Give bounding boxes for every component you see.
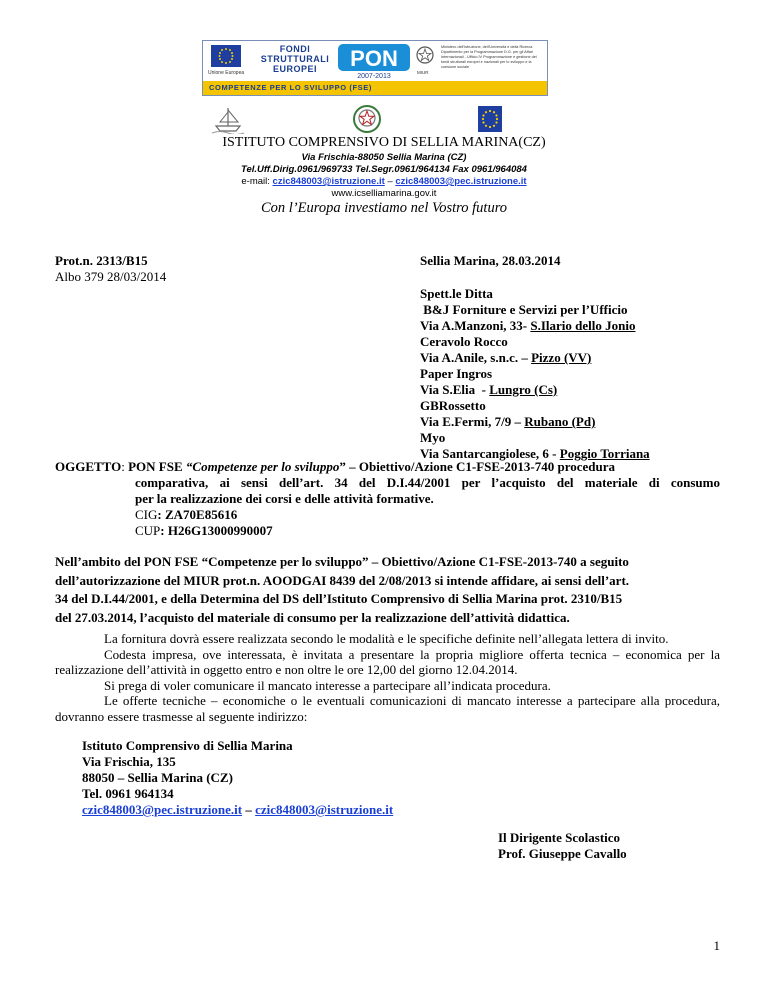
subject-programme: “Competenze per lo sviluppo xyxy=(185,459,340,474)
banner-strip: COMPETENZE PER LO SVILUPPO (FSE) xyxy=(203,81,547,95)
eu-flag-icon xyxy=(478,106,502,132)
intro-paragraph xyxy=(55,553,720,627)
header-phones: Tel.Uff.Dirig.0961/969733 Tel.Segr.0961/964134 Fax 0961/964084 xyxy=(241,164,527,175)
address-email-separator: – xyxy=(242,802,256,817)
body-paragraphs xyxy=(55,631,720,724)
email-prefix: e-mail: xyxy=(241,176,273,187)
signature-name: Prof. Giuseppe Cavallo xyxy=(498,846,627,861)
subject-line-1 xyxy=(55,459,720,475)
pon-banner xyxy=(202,40,548,96)
italian-emblem-icon xyxy=(415,45,435,67)
recipients-block xyxy=(420,285,650,462)
address-email-link-1[interactable]: czic848003@pec.istruzione.it xyxy=(82,802,243,817)
header-website: www.icselliamarina.gov.it xyxy=(331,188,437,199)
header-email-line xyxy=(0,176,768,188)
subject-pon: PON FSE xyxy=(128,459,186,474)
address-city: 88050 – Sellia Marina (CZ) xyxy=(82,770,233,785)
fondi-line-2: STRUTTURALI xyxy=(260,54,330,64)
address-tel: Tel. 0961 964134 xyxy=(82,786,174,801)
email-link-2[interactable]: czic848003@pec.istruzione.it xyxy=(395,176,527,187)
recipient-1-city: S.Ilario dello Jonio xyxy=(530,318,636,333)
cig-label: CIG xyxy=(135,507,158,522)
eu-flag-icon xyxy=(211,45,241,67)
fondi-line-3: EUROPEI xyxy=(272,64,317,74)
subject-cup xyxy=(135,523,720,539)
fondi-line-1: FONDI xyxy=(279,44,311,54)
protocol-number: Prot.n. 2313/B15 xyxy=(55,253,148,268)
eu-label: Unione Europea xyxy=(208,70,245,76)
subject-label: OGGETTO xyxy=(55,459,122,474)
recipient-1-address xyxy=(420,318,650,334)
intro-line-1: Nell’ambito del PON FSE “Competenze per lo sviluppo” – Obiettivo/Azione C1-FSE-2013-740 a seguito xyxy=(55,554,629,569)
recipient-1-street: Via A.Manzoni, 33- xyxy=(420,318,531,333)
subject-colon: : xyxy=(121,459,129,474)
address-name: Istituto Comprensivo di Sellia Marina xyxy=(82,738,293,753)
cup-label: CUP xyxy=(135,523,161,538)
recipient-4-address xyxy=(420,414,650,430)
subject-continuation xyxy=(55,475,720,539)
recipient-2-street: Via A.Anile, s.n.c. – xyxy=(420,350,532,365)
cup-value: : H26G13000990007 xyxy=(160,523,273,538)
body-paragraph-1: La fornitura dovrà essere realizzata secondo le modalità e le specifiche definite nell’allegata lettera di invito. xyxy=(104,631,669,646)
header-contacts xyxy=(0,152,768,200)
italian-republic-emblem-icon xyxy=(352,104,382,134)
header-address: Via Frischia-88050 Sellia Marina (CZ) xyxy=(301,152,467,163)
cig-value: : ZA70E85616 xyxy=(157,507,238,522)
intro-line-4: del 27.03.2014, l’acquisto del materiale di consumo per la realizzazione dell’attività didattica. xyxy=(55,609,570,625)
recipient-2-address xyxy=(420,350,650,366)
subject-line-3: per la realizzazione dei corsi e delle attività formative. xyxy=(135,491,434,506)
recipient-4-city: Rubano (Pd) xyxy=(524,414,596,429)
recipient-5-street: Via Santarcangiolese, 6 - xyxy=(420,446,560,461)
recipient-4-street: Via E.Fermi, 7/9 – xyxy=(420,414,525,429)
signature-block xyxy=(498,830,627,862)
recipient-2-name: Ceravolo Rocco xyxy=(420,334,508,349)
recipient-5-city: Poggio Torriana xyxy=(559,446,650,461)
place-date: Sellia Marina, 28.03.2014 xyxy=(420,253,561,268)
subject-cig xyxy=(135,507,720,523)
recipient-3-name: Paper Ingros xyxy=(420,366,493,381)
recipients-intro: Spett.le Ditta xyxy=(420,286,493,301)
address-email-link-2[interactable]: czic848003@istruzione.it xyxy=(255,802,394,817)
subject-objective: ” – Obiettivo/Azione C1-FSE-2013-740 procedura xyxy=(339,459,616,474)
recipient-1-name: B&J Forniture e Servizi per l’Ufficio xyxy=(420,302,628,317)
ship-logo-icon xyxy=(208,104,248,134)
pon-logo xyxy=(338,44,410,80)
motto: Con l’Europa investiamo nel Vostro futuro xyxy=(260,200,508,216)
body-paragraph-4: Le offerte tecniche – economiche o le eventuali comunicazioni di mancato interesse a partecipare alla procedura, dovranno essere trasmesse al seguente indirizzo: xyxy=(55,693,720,724)
subject-block xyxy=(55,459,720,539)
ministry-text: Ministero dell'Istruzione, dell'Università e della Ricerca Dipartimento per la Programmazione D.G. per gli Affari Internazionali - Ufficio IV Programmazione e gestione dei fondi strutturali europei e nazionali per lo sviluppo e la coesione sociale xyxy=(441,45,537,69)
address-block xyxy=(82,738,393,818)
recipient-3-city: Lungro (Cs) xyxy=(489,382,558,397)
recipient-4-name: GBRossetto xyxy=(420,398,486,413)
intro-line-3: 34 del D.I.44/2001, e della Determina del DS dell’Istituto Comprensivo di Sellia Marina prot. 2310/B15 xyxy=(55,591,623,606)
subject-line-2: comparativa, ai sensi dell’art. 34 del D.I.44/2001 per l’acquisto del materiale di consumo xyxy=(135,475,720,490)
intro-line-2: dell’autorizzazione del MIUR prot.n. AOODGAI 8439 del 2/08/2013 si intende affidare, ai sensi dell’art. xyxy=(55,572,630,588)
institute-name: ISTITUTO COMPRENSIVO DI SELLIA MARINA(CZ) xyxy=(222,135,546,150)
recipient-5-name: Myo xyxy=(420,430,446,445)
body-paragraph-3: Si prega di voler comunicare il mancato interesse a partecipare all’indicata procedura. xyxy=(104,677,551,693)
email-separator: – xyxy=(384,176,396,187)
signature-role: Il Dirigente Scolastico xyxy=(498,830,621,845)
address-street: Via Frischia, 135 xyxy=(82,754,176,769)
miur-label: MIUR xyxy=(417,70,429,75)
pon-text: PON xyxy=(350,46,398,71)
fondi-strutturali-logo xyxy=(255,44,335,74)
email-link-1[interactable]: czic848003@istruzione.it xyxy=(272,176,385,187)
body-paragraph-2: Codesta impresa, ove interessata, è invitata a presentare la propria migliore offerta tecnica – economica per la realizzazione dell’attività in oggetto entro e non oltre le ore 12,00 del giorno 12.04.2014. xyxy=(55,646,720,677)
albo-number: Albo 379 28/03/2014 xyxy=(55,269,167,284)
recipient-3-address xyxy=(420,382,650,398)
page-number: 1 xyxy=(713,938,720,953)
recipient-3-street: Via S.Elia - xyxy=(420,382,490,397)
pon-years: 2007-2013 xyxy=(357,73,391,80)
recipient-2-city: Pizzo (VV) xyxy=(531,350,592,365)
address-emails xyxy=(82,802,393,818)
